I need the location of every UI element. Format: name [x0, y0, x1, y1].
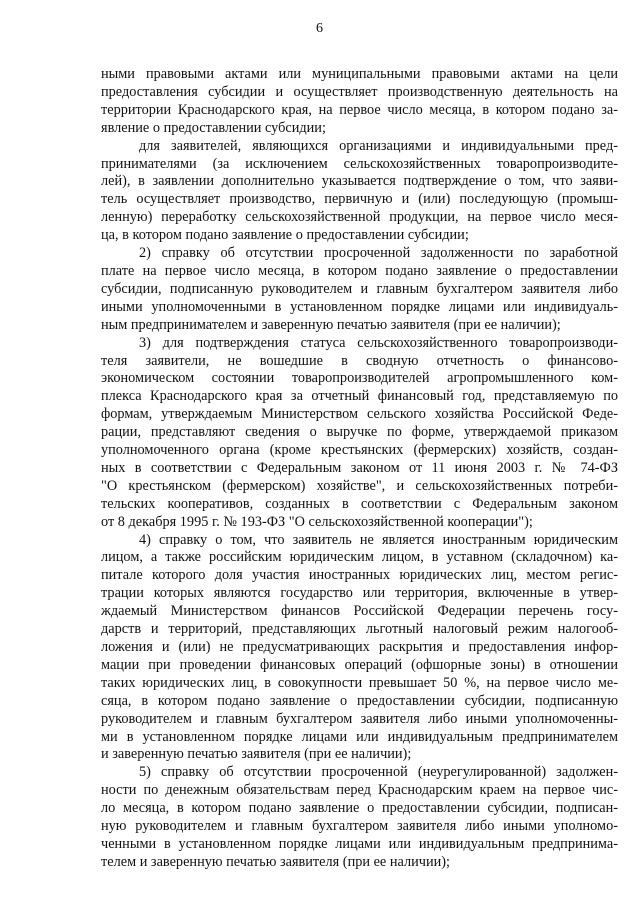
text-line: 2) справку об отсутствии просроченной задолженности по заработной [139, 245, 618, 262]
text-line: предоставления субсидии и осуществляет производственную деятельность на [101, 83, 618, 100]
document-body [101, 66, 618, 872]
paragraph [101, 66, 618, 138]
text-line: 3) для подтверждения статуса сельскохозяйственного товаропроизводи- [139, 334, 618, 351]
paragraph [101, 335, 618, 532]
text-line: 5) справку об отсутствии просроченной (неурегулированной) задолжен- [139, 764, 618, 781]
text-line: лей), в заявлении дополнительно указывается подтверждение о том, что заяви- [101, 173, 618, 190]
page-number: 6 [316, 21, 323, 36]
text-line: уполномоченного органа (кроме крестьянских (фермерских) хозяйств, создан- [101, 442, 618, 459]
text-line: телем и заверенную печатью заявителя (при ее наличии); [101, 853, 450, 870]
text-line: ло месяца, в котором подано заявление о предоставлении субсидии, подписан- [101, 800, 618, 817]
text-line: ца, в котором подано заявление о предоставлении субсидии; [101, 227, 469, 244]
paragraph [101, 532, 618, 765]
text-line: мации при проведении финансовых операций (офшорные зоны) в отношении [101, 656, 618, 673]
text-line: дарств и территорий, представляющих льготный налоговый режим налогооб- [101, 621, 618, 638]
text-line: ности по денежным обязательствам перед Краснодарским краем на первое чис- [101, 782, 618, 799]
text-line: субсидии, подписанную руководителем и главным бухгалтером заявителя либо [101, 280, 618, 297]
text-line: "О крестьянском (фермерском) хозяйстве", и сельскохозяйственных потреби- [101, 477, 618, 494]
text-line: ми в установленном порядке лицами или индивидуальным предпринимателем [101, 728, 618, 745]
text-line: плате на первое число месяца, в котором подано заявление о предоставлении [101, 262, 618, 279]
text-line: ждаемый Министерством финансов Российской Федерации перечень госу- [101, 603, 618, 620]
text-line: 4) справку о том, что заявитель не является иностранным юридическим [139, 531, 618, 548]
paragraph [101, 245, 618, 335]
text-line: рации, представляют сведения о выручке по форме, утверждаемой приказом [101, 424, 618, 441]
text-line: принимателями (за исключением сельскохозяйственных товаропроизводите- [101, 155, 618, 172]
text-line: ленную) переработку сельскохозяйственной продукции, на первое число меся- [101, 209, 618, 226]
text-line: ным предпринимателем и заверенную печатью заявителя (при ее наличии); [101, 316, 561, 333]
text-line: формам, утверждаемым Министерством сельского хозяйства Российской Феде- [101, 406, 618, 423]
text-line: и заверенную печатью заявителя (при ее наличии); [101, 746, 412, 763]
text-line: для заявителей, являющихся организациями и индивидуальными пред- [139, 137, 618, 154]
text-line: ных в соответствии с Федеральным законом от 11 июня 2003 г. № 74-ФЗ [101, 459, 618, 476]
text-line: лицом, а также российским юридическим лицом, в уставном (складочном) ка- [101, 549, 618, 566]
text-line: от 8 декабря 1995 г. № 193-ФЗ "О сельскохозяйственной кооперации"); [101, 513, 533, 530]
text-line: явление о предоставлении субсидии; [101, 119, 326, 136]
text-line: экономическом состоянии товаропроизводителей агропромышленного ком- [101, 370, 618, 387]
text-line: ченными в установленном порядке лицами или индивидуальным предпринима- [101, 835, 618, 852]
text-line: территории Краснодарского края, на первое число месяца, в котором подано за- [101, 101, 618, 118]
text-line: тель осуществляет производство, первичную и (или) последующую (промыш- [101, 191, 618, 208]
text-line: ными правовыми актами или муниципальными правовыми актами на цели [101, 66, 618, 82]
text-line: сяца, в котором подано заявление о предоставлении субсидии, подписанную [101, 692, 618, 709]
text-line: трации которых являются государство или территория, включенные в утвер- [101, 585, 618, 602]
text-line: теля заявители, не вошедшие в сводную отчетность о финансово- [101, 352, 618, 369]
text-line: тельских кооперативов, созданных в соответствии с Федеральным законом [101, 495, 618, 512]
paragraph [101, 138, 618, 245]
text-line: таких юридических лиц, в совокупности превышает 50 %, на первое число ме- [101, 674, 618, 691]
text-line: иными уполномоченными в установленном порядке лицами или индивидуаль- [101, 298, 618, 315]
text-line: ложения и (или) не предусматривающих раскрытия и предоставления инфор- [101, 639, 618, 655]
text-line: плекса Краснодарского края за отчетный финансовый год, представляемую по [101, 388, 618, 405]
paragraph [101, 764, 618, 871]
text-line: ную руководителем и главным бухгалтером заявителя либо иными уполномо- [101, 818, 618, 835]
text-line: руководителем и главным бухгалтером заявителя либо иными уполномоченны- [101, 710, 618, 727]
text-line: питале которого доля участия иностранных юридических лиц, местом регис- [101, 567, 618, 584]
